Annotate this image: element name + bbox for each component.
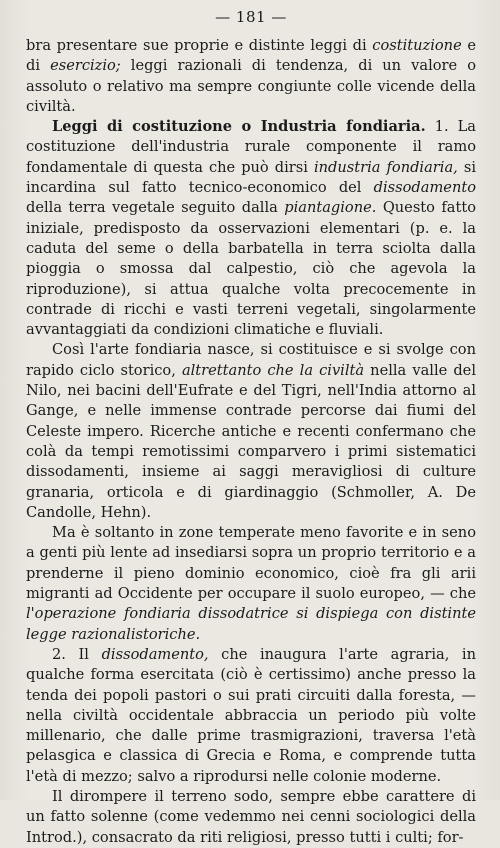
text-run: Questo fatto iniziale, predisposto da osservazioni elementari (p. e. la caduta del seme o della barbatella in terra sciolta dalla pioggia o smossa dal calpestio, ciò che agevola la riproduzione), si attua qualche volta precocemente in contrade di ricchi e vasti terreni vegetali, singolarmente avvantaggiati da condizioni climatiche e fluviali. xyxy=(26,199,476,339)
paragraph-continuation xyxy=(26,36,476,117)
paragraph-arte-fondiaria xyxy=(26,340,476,523)
text-run: 1. La costituzione dell'industria rurale componente il ramo fondamentale di questa che può dirsi xyxy=(26,118,477,176)
italic-term: costituzione xyxy=(372,37,462,54)
paragraph-zone-temperate xyxy=(26,523,476,645)
italic-term: altrettanto che la civiltà xyxy=(181,361,365,379)
italic-term: esercizio; xyxy=(50,57,121,75)
text-run: e di xyxy=(26,37,476,75)
text-run: della terra vegetale seguito dalla xyxy=(26,199,285,217)
paragraph-leggi-costituzione xyxy=(26,117,476,340)
paragraph-dissodamento xyxy=(26,645,476,787)
italic-term: dissodamento xyxy=(373,179,476,197)
text-run: nella valle del Nilo, nei bacini dell'Eufrate e del Tigri, nell'India attorno al Gange, e nelle immense contrade percorse dai fiumi del Celeste impero. Ricerche antiche e recenti confermano che colà da tempi remotissimi comparvero i primi sistematici dissodamenti, insieme ai saggi meravigliosi di culture granaria, orticola e di giardinaggio (Schmoller, A. De Candolle, Hehn). xyxy=(26,361,476,521)
body-text xyxy=(26,36,476,848)
italic-term: piantagione. xyxy=(284,199,377,217)
paragraph-dirompere xyxy=(26,787,476,848)
italic-term: dissodamento, xyxy=(101,645,209,663)
text-run: che inaugura l'arte agraria, in qualche forma esercitata (ciò è certissimo) anche presso la tenda dei popoli pastori o sui prati circuiti dalla foresta, — nella civiltà occidentale abbraccia un periodo più volte millenario, che dalle prime trasmigrazioni, traversa l'età pelasgica e classica di Grecia e Roma, e comprende tutta l'età di mezzo; salvo a riprodursi nelle colonie moderne. xyxy=(26,645,476,785)
page-number: — 181 — xyxy=(215,8,287,26)
text-run: 2. Il xyxy=(52,645,102,663)
text-run: Ma è soltanto in zone temperate meno favorite e in seno a genti più lente ad insediarsi sopra un proprio territorio e a prenderne il pieno dominio economico, cioè fra gli arii migranti ad Occidente per occupare il suolo europeo, — che xyxy=(26,524,476,603)
text-run: leggi razionali di tendenza, di un valore o assoluto o relativo ma sempre congiunte colle vicende della civiltà. xyxy=(26,57,476,115)
italic-term: industria fondiaria, xyxy=(313,158,458,176)
text-run: bra presentare sue proprie e distinte leggi di xyxy=(26,37,373,54)
text-run: si incardina sul fatto tecnico-economico del xyxy=(26,158,476,197)
text-run: Così l'arte fondiaria nasce, si costituisce e si svolge con rapido ciclo storico, xyxy=(26,341,476,379)
italic-term: l'operazione fondiaria dissodatrice si dispiega con distinte legge razionalistoriche. xyxy=(26,605,476,643)
section-heading: Leggi di costituzione o Industria fondiaria. xyxy=(52,118,426,136)
text-run: Il dirompere il terreno sodo, sempre ebbe carattere di un fatto solenne (come vedemmo nei cenni sociologici della Introd.), consacrato da riti religiosi, presso tutti i culti; for- xyxy=(26,787,476,846)
